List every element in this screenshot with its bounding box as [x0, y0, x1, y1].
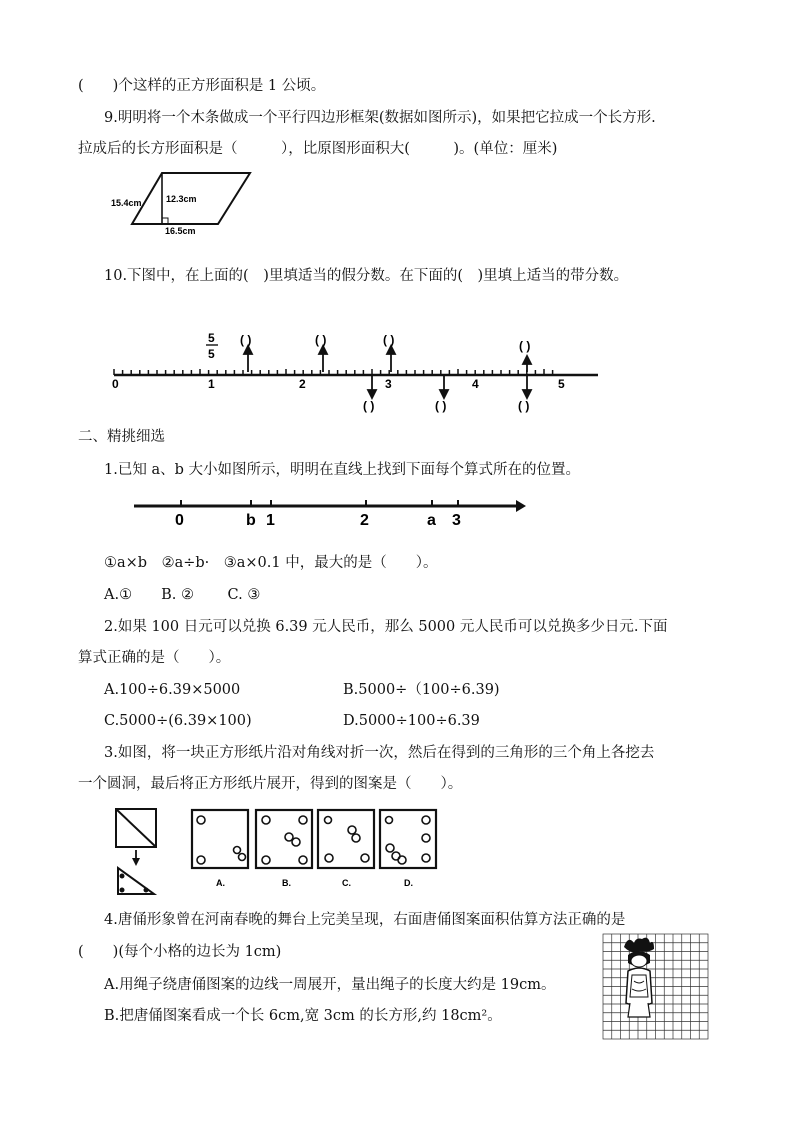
ab-label-a: a — [427, 512, 436, 529]
ab-label-b: b — [246, 512, 256, 529]
tick-4: 4 — [472, 377, 479, 391]
tick-1: 1 — [208, 377, 215, 391]
s4-line-2: ( )(每个小格的边长为 1cm) — [78, 944, 282, 960]
option-b-label: B. — [282, 878, 291, 888]
q9-line-2: 拉成后的长方形面积是（ ），比原图形面积大( )。(单位：厘米) — [78, 141, 558, 157]
paper-options — [190, 808, 442, 894]
up-blank-4: ( ) — [519, 339, 531, 353]
base-label: 16.5cm — [165, 226, 196, 234]
option-d-square — [380, 810, 436, 868]
s2-option-b: B.5000÷（100÷6.39) — [343, 682, 500, 698]
s2-line-2: 算式正确的是（ ）。 — [78, 650, 231, 666]
s1-text: 1.已知 a、b 大小如图所示，明明在直线上找到下面每个算式所在的位置。 — [104, 462, 580, 478]
s1-answers: A.① B. ② C. ③ — [104, 587, 261, 603]
s1-options: ①a×b ②a÷b· ③a×0.1 中，最大的是（ ）。 — [104, 555, 438, 571]
tick-2: 2 — [299, 377, 306, 391]
q8-tail-text: ( )个这样的正方形面积是 1 公顷。 — [78, 78, 326, 94]
parallelogram-figure — [110, 168, 260, 234]
option-b-square — [256, 810, 312, 868]
tick-0: 0 — [112, 377, 119, 391]
tang-figurine-grid — [602, 933, 712, 1043]
ab-label-3: 3 — [452, 512, 461, 529]
s2-option-c: C.5000÷(6.39×100) — [104, 713, 252, 729]
option-c-label: C. — [342, 878, 351, 888]
s3-line-2: 一个圆洞，最后将正方形纸片展开，得到的图案是（ ）。 — [78, 776, 463, 792]
number-line-ab — [132, 494, 528, 530]
s2-option-d: D.5000÷100÷6.39 — [343, 713, 480, 729]
tick-3: 3 — [385, 377, 392, 391]
option-a-label: A. — [216, 878, 225, 888]
section-2-heading: 二、精挑细选 — [78, 429, 165, 445]
side-label: 15.4cm — [111, 198, 142, 208]
s4-option-a: A.用绳子绕唐俑图案的边线一周展开，量出绳子的长度大约是 19cm。 — [104, 977, 556, 993]
fraction-numerator: 5 — [208, 331, 215, 345]
s2-option-a: A.100÷6.39×5000 — [104, 682, 241, 698]
up-blank-1: ( ) — [240, 333, 252, 347]
down-blank-3: ( ) — [518, 399, 530, 413]
q9-line-1: 9.明明将一个木条做成一个平行四边形框架(数据如图所示)，如果把它拉成一个长方形. — [104, 110, 656, 126]
option-c-square — [318, 810, 374, 868]
ab-label-1: 1 — [266, 512, 275, 529]
option-d-label: D. — [404, 878, 413, 888]
tick-5: 5 — [558, 377, 565, 391]
number-line-q10 — [110, 326, 602, 418]
down-blank-1: ( ) — [363, 399, 375, 413]
ab-label-0: 0 — [175, 512, 184, 529]
ab-label-2: 2 — [360, 512, 369, 529]
s2-line-1: 2.如果 100 日元可以兑换 6.39 元人民币，那么 5000 元人民币可以兑换多少日元.下面 — [104, 619, 668, 635]
s3-line-1: 3.如图，将一块正方形纸片沿对角线对折一次，然后在得到的三角形的三个角上各挖去 — [104, 745, 655, 761]
s4-option-b: B.把唐俑图案看成一个长 6cm,宽 3cm 的长方形,约 18cm²。 — [104, 1008, 502, 1024]
q10-text: 10.下图中，在上面的( )里填适当的假分数。在下面的( )里填上适当的带分数。 — [104, 268, 629, 284]
s4-line-1: 4.唐俑形象曾在河南春晚的舞台上完美呈现，右面唐俑图案面积估算方法正确的是 — [104, 912, 626, 928]
height-label: 12.3cm — [166, 194, 197, 204]
down-blank-2: ( ) — [435, 399, 447, 413]
up-blank-2: ( ) — [315, 333, 327, 347]
fraction-denominator: 5 — [208, 347, 215, 361]
up-blank-3: ( ) — [383, 333, 395, 347]
figurine-drawing — [624, 938, 654, 1017]
folding-illustration — [112, 806, 162, 898]
